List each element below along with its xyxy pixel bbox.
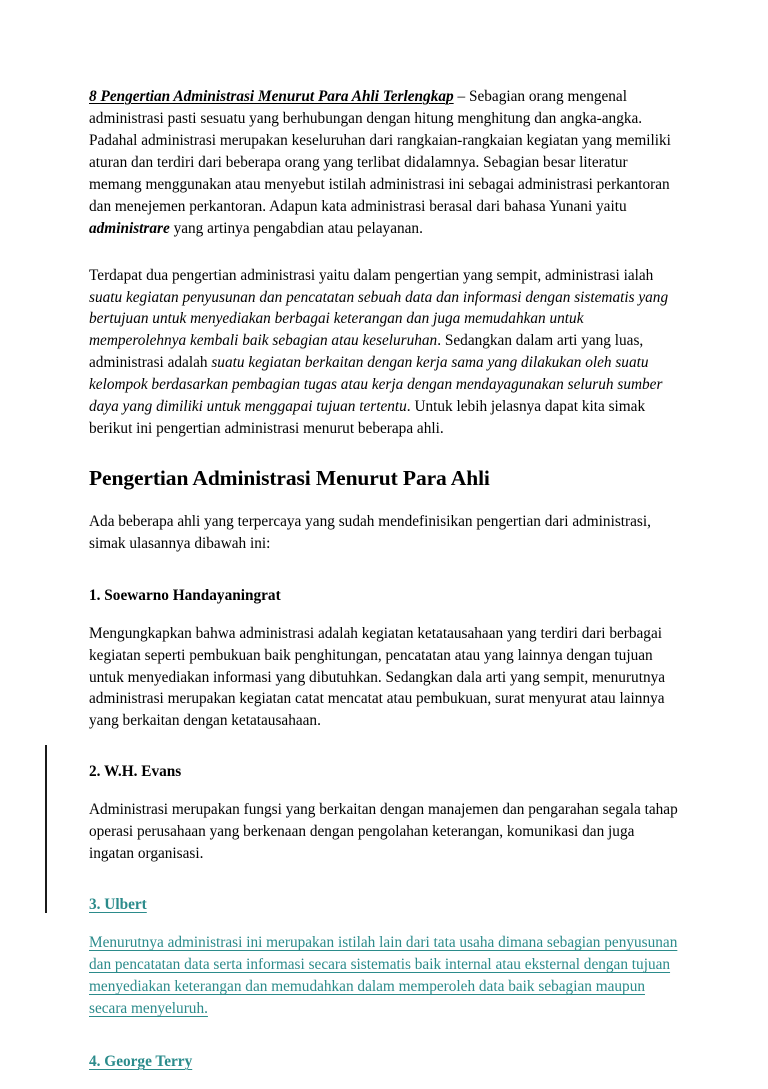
expert-spacer-1 (89, 747, 681, 761)
paragraph-spacer (89, 256, 681, 265)
article-title-run: 8 Pengertian Administrasi Menurut Para Ahli Terlengkap (89, 88, 454, 105)
expert-body-3: Menurutnya administrasi ini merupakan istilah lain dari tata usaha dimana sebagian penyusunan dan pencatatan data serta informasi secara sistematis baik internal atau eksternal dengan tujuan menyediakan keterangan dan memudahkan dalam memperoleh data baik sebagian maupun secara menyeluruh. (89, 934, 678, 1017)
intro-paragraph (89, 86, 681, 240)
broad-definition-run: suatu kegiatan berkaitan dengan kerja sama yang dilakukan oleh suatu kelompok berdasarkan pembagian tugas atau kerja dengan mendayagunakan seluruh sumber daya yang dimiliki untuk menggapai tujuan tertentu (89, 354, 663, 416)
expert-heading-1: 1. Soewarno Handayaningrat (89, 586, 281, 604)
revision-change-bar (45, 745, 47, 913)
document-body (89, 86, 681, 1089)
latin-term: administrare (89, 219, 170, 237)
page-title: Pengertian Administrasi Menurut Para Ahli (89, 466, 490, 491)
expert-heading-3: 3. Ulbert (89, 896, 147, 914)
expert-spacer-2 (89, 880, 681, 894)
intro-body-tail: yang artinya pengabdian atau pelayanan. (169, 219, 423, 237)
expert-body-1: Mengungkapkan bahwa administrasi adalah kegiatan ketatausahaan yang terdiri dari berbagai kegiatan seperti pembukuan baik penghitungan, pencatatan atau yang lainnya dengan tujuan untuk menyediakan informasi yang dibutuhkan. Sedangkan dala arti yang sempit, menurutnya administrasi merupakan kegiatan catat mencatat atau pembukuan, surat menyurat atau lainnya yang berkaitan dengan ketatausahaan. (89, 624, 666, 730)
intro-body-text: Sebagian orang mengenal administrasi pasti sesuatu yang berhubungan dengan hitung menghitung dan angka-angka. Padahal administrasi merupakan keseluruhan dari rangkaian-rangkaian kegiatan yang memiliki aturan dan terdiri dari beberapa orang yang terlibat didalamnya. Sebagian besar literatur memang menggunakan atau menyebut istilah administrasi ini sebagai administrasi perkantoran dan menejemen perkantoran. Adapun kata administrasi berasal dari bahasa Yunani yaitu (89, 88, 671, 215)
expert-spacer-3 (89, 1037, 681, 1051)
definitions-paragraph (89, 265, 681, 441)
narrow-definition-run: suatu kegiatan penyusunan dan pencatatan sebuah data dan informasi dengan sistematis yang bertujuan untuk menyediakan berbagai keterangan dan juga memudahkan untuk memperolehnya kembali baik sebagian atau keseluruhan (89, 288, 669, 350)
section-intro-paragraph: Ada beberapa ahli yang terpercaya yang sudah mendefinisikan pengertian dari administrasi, simak ulasannya dibawah ini: (89, 512, 651, 552)
definitions-lead: Terdapat dua pengertian administrasi yaitu dalam pengertian yang sempit, administrasi ialah (89, 266, 654, 284)
intro-dash: – (453, 88, 469, 105)
expert-heading-2: 2. W.H. Evans (89, 763, 182, 781)
definitions-tail: . Untuk lebih jelasnya dapat kita simak berikut ini pengertian administrasi menurut beberapa ahli. (89, 398, 646, 438)
expert-body-2: Administrasi merupakan fungsi yang berkaitan dengan manajemen dan pengarahan segala tahap operasi perusahaan yang berkenaan dengan pengolahan keterangan, komunikasi dan juga ingatan organisasi. (89, 801, 678, 863)
definitions-mid: . Sedangkan dalam arti yang luas, administrasi adalah (89, 332, 644, 372)
section-spacer (89, 571, 681, 585)
expert-heading-4: 4. George Terry (89, 1052, 193, 1070)
